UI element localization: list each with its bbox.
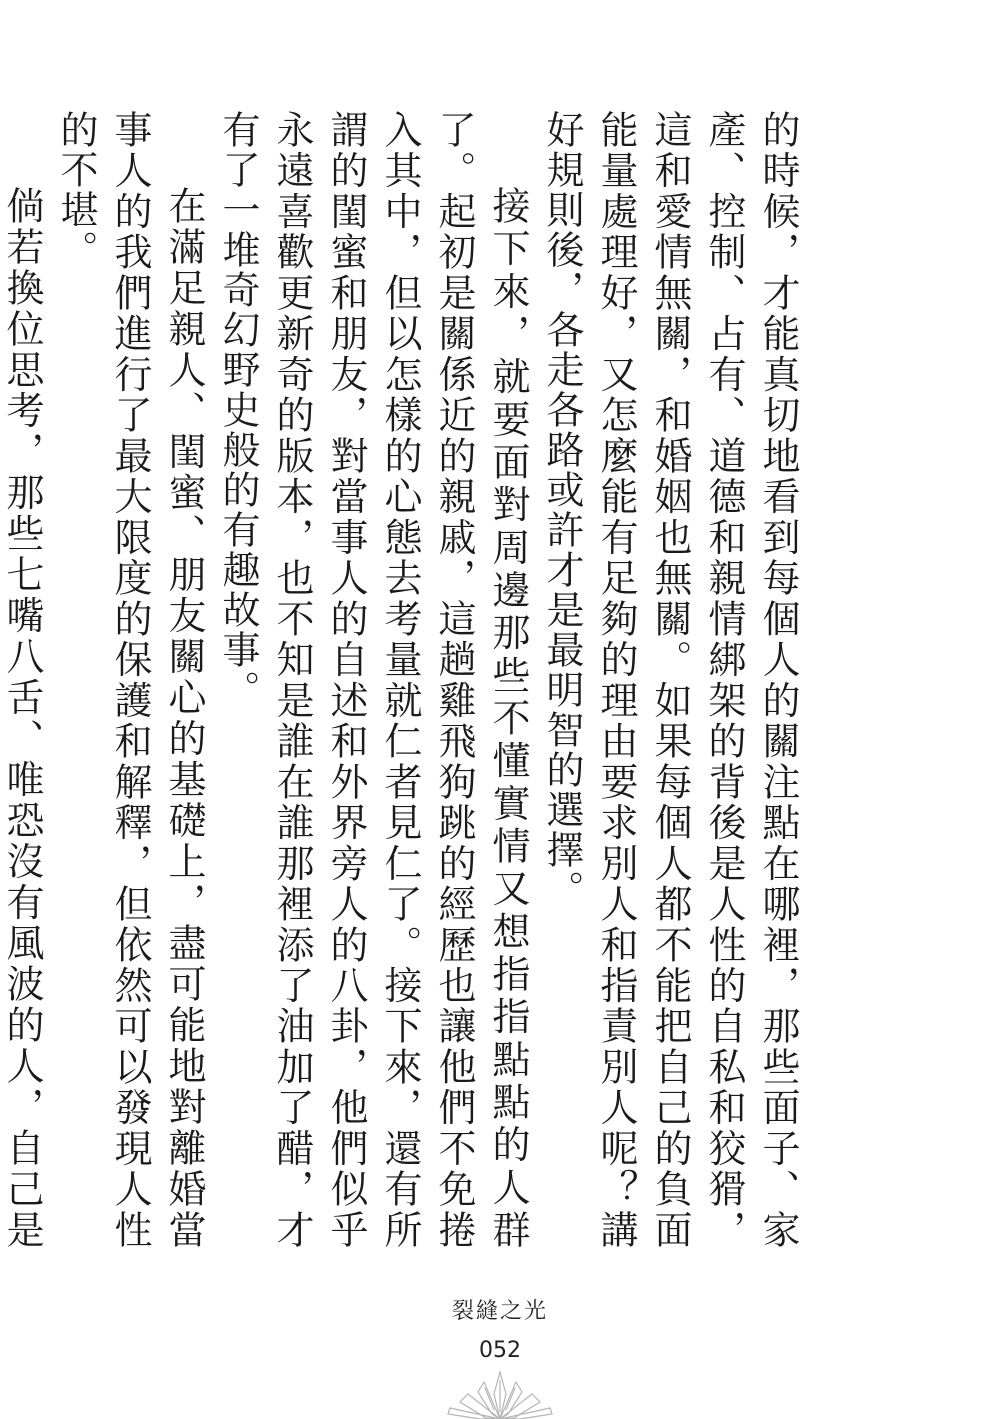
crystal-leaf-ornament-icon (440, 1368, 560, 1419)
page-number: 052 (479, 1338, 521, 1363)
vertical-body-text (0, 110, 805, 1250)
paragraph-4: 倘若換位思考，那些七嘴八舌、唯恐沒有風波的人，自己是 (0, 186, 44, 1250)
paragraph-2: 接下來，就要面對周邊那些不懂實情又想指指點點的人群了。起初是關係近的親戚，這趟雞飛狗跳的經歷也讓他們不免捲入其中，但以怎樣的心態去考量就仁者見仁了。接下來，還有所謂的閨蜜和朋友，對當事人的自述和外界旁人的八卦，他們似乎永遠喜歡更新奇的版本，也不知是誰在誰那裡添了油加了醋，才有了一堆奇幻野史般的有趣故事。 (216, 110, 530, 1250)
paragraph-1: 的時候，才能真切地看到每個人的關注點在哪裡，那些面子、家產、控制、占有、道德和親情綁架的背後是人性的自私和狡猾，這和愛情無關，和婚姻也無關。如果每個人都不能把自己的負面能量處理好，又怎麼能有足夠的理由要求別人和指責別人呢？講好規則後，各走各路或許才是最明智的選擇。 (540, 110, 800, 1250)
paragraph-3: 在滿足親人、閨蜜、朋友關心的基礎上，盡可能地對離婚當事人的我們進行了最大限度的保護和解釋，但依然可以發現人性的不堪。 (54, 110, 206, 1250)
running-footer-book-title: 裂縫之光 (451, 1299, 548, 1324)
